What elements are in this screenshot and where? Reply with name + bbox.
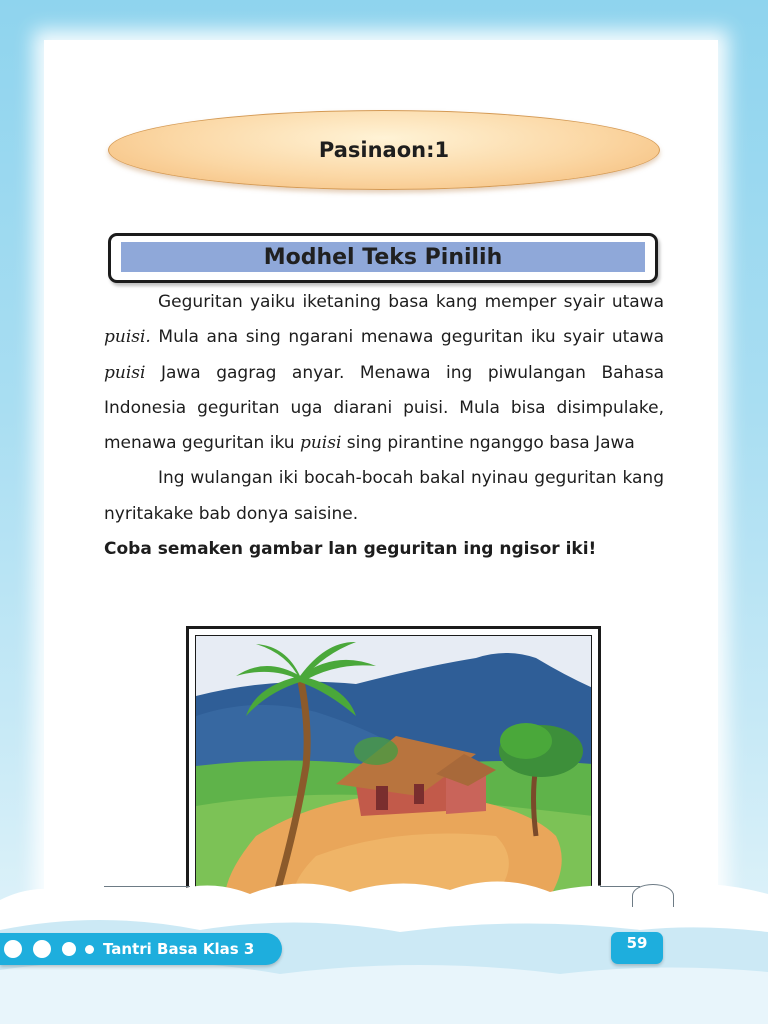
footer-book-title-bar: [0, 933, 282, 965]
text-run: Mula ana sing ngarani menawa geguritan iku syair utawa: [150, 327, 664, 348]
instruction-text: Coba semaken gambar lan geguritan ing ngisor iki!: [104, 539, 597, 560]
text-run: Geguritan yaiku iketaning basa kang memper syair utawa: [158, 292, 664, 312]
dot-icon: [85, 945, 94, 954]
dot-icon: [62, 942, 76, 956]
footer-divider-left: [104, 886, 190, 887]
paragraph-1: [104, 285, 664, 461]
dot-icon: [33, 940, 51, 958]
body-text: [104, 285, 664, 567]
dot-icon: [4, 940, 22, 958]
page-number: 59: [626, 934, 648, 952]
section-title: Modhel Teks Pinilih: [263, 244, 503, 270]
text-run: sing pirantine nganggo basa Jawa: [341, 433, 635, 454]
page-number-badge: [611, 932, 663, 964]
book-title: Tantri Basa Klas 3: [103, 940, 255, 958]
activity-title-banner: [108, 110, 660, 190]
corner-mark: [632, 884, 674, 907]
italic-term: puisi: [104, 362, 146, 383]
paragraph-2: Ing wulangan iki bocah-bocah bakal nyinau geguritan kang nyritakake bab donya saisine.: [104, 468, 664, 524]
footer-divider-right: [600, 886, 640, 887]
section-heading-band: [121, 242, 645, 272]
italic-term: puisi.: [104, 327, 151, 348]
activity-title: Pasinaon:1: [318, 138, 450, 162]
text-run: Jawa gagrag anyar. Menawa ing piwulangan Bahasa Indonesia geguritan uga diarani puisi. Mula bisa disimpulake, menawa geguritan iku: [104, 362, 664, 454]
italic-term: puisi: [299, 433, 342, 454]
section-heading-box: [108, 233, 658, 283]
